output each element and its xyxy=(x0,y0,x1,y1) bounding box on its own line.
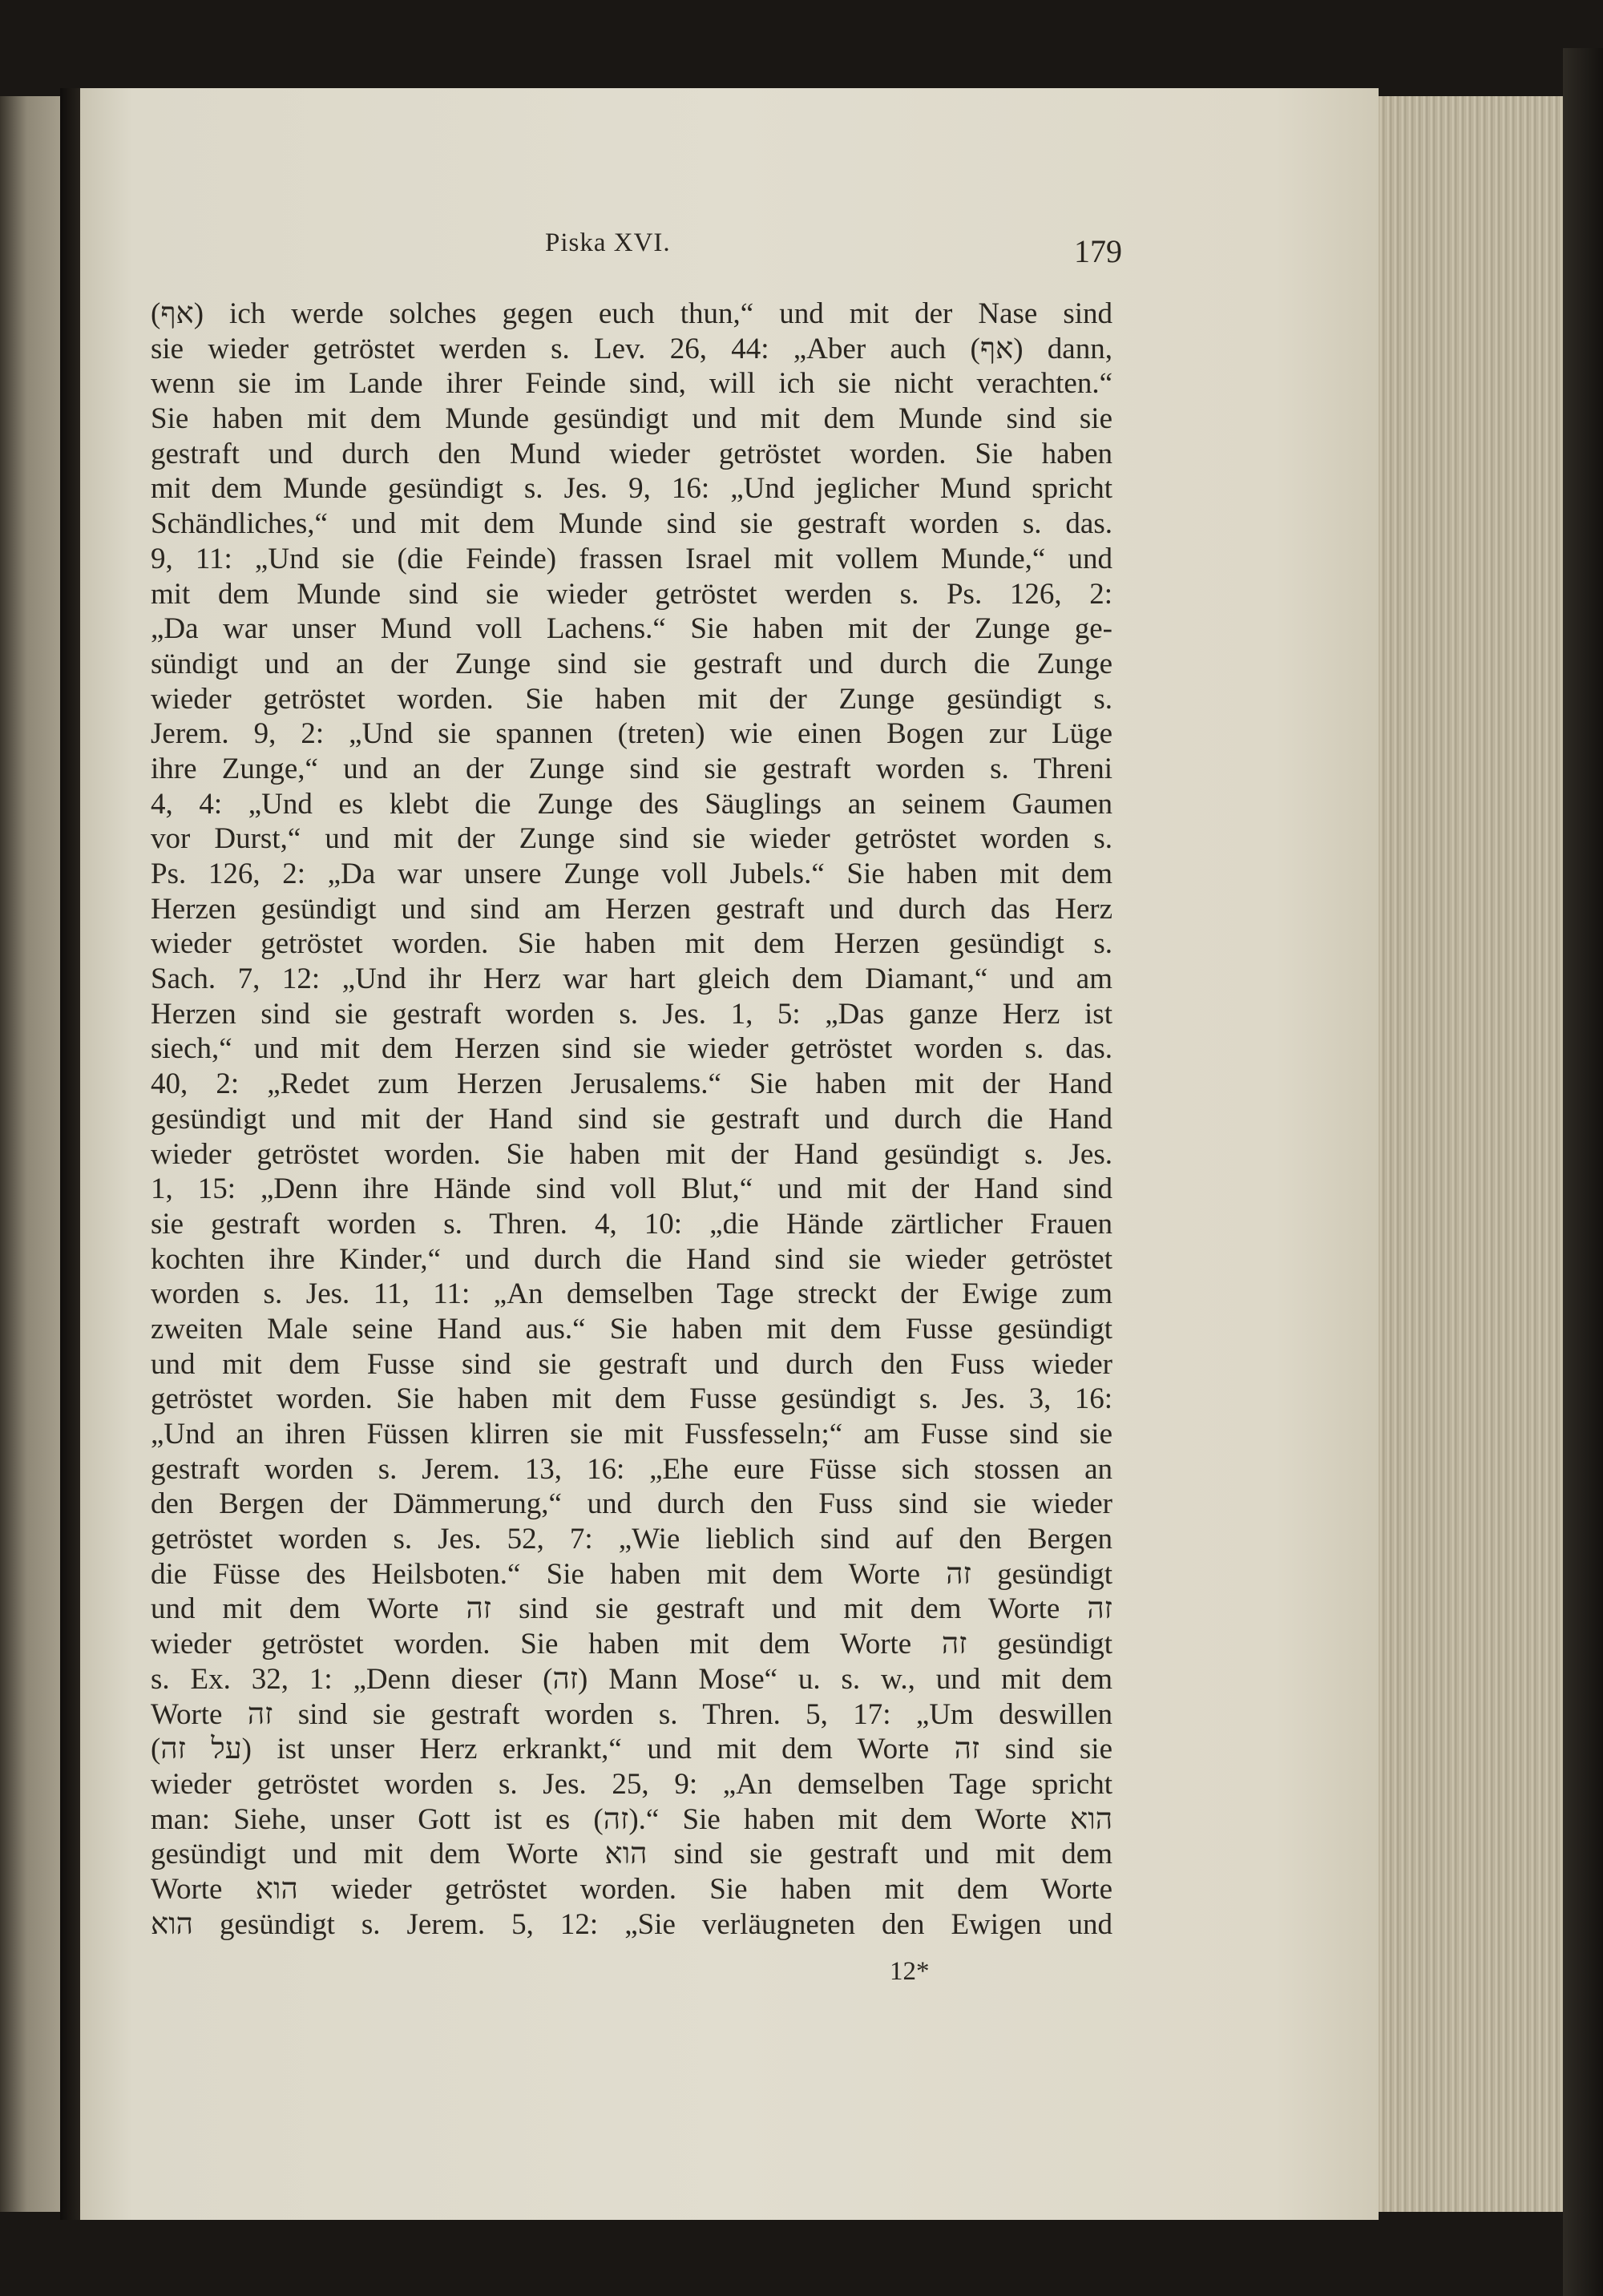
text-line: siech,“ und mit dem Herzen sind sie wieder getröstet worden s. das. xyxy=(151,1032,1112,1066)
text-line: kochten ihre Kinder,“ und durch die Hand sind sie wieder getröstet xyxy=(151,1242,1112,1276)
text-line: gesündigt und mit der Hand sind sie gestraft und durch die Hand xyxy=(151,1102,1112,1136)
text-line: wieder getröstet worden s. Jes. 25, 9: „An demselben Tage spricht xyxy=(151,1767,1112,1801)
text-line: (על זה) ist unser Herz erkrankt,“ und mit dem Worte זה sind sie xyxy=(151,1733,1112,1766)
text-line: gestraft worden s. Jerem. 13, 16: „Ehe eure Füsse sich stossen an xyxy=(151,1452,1112,1486)
text-line: und mit dem Worte זה sind sie gestraft und mit dem Worte זה xyxy=(151,1592,1112,1626)
text-line: getröstet worden s. Jes. 52, 7: „Wie lieblich sind auf den Bergen xyxy=(151,1523,1112,1556)
text-line: worden s. Jes. 11, 11: „An demselben Tage streckt der Ewige zum xyxy=(151,1277,1112,1311)
text-line: Jerem. 9, 2: „Und sie spannen (treten) wie einen Bogen zur Lüge xyxy=(151,717,1112,751)
page-stack-edge xyxy=(1379,96,1563,2212)
text-line: gestraft und durch den Mund wieder getröstet worden. Sie haben xyxy=(151,437,1112,470)
text-line: Sach. 7, 12: „Und ihr Herz war hart gleich dem Diamant,“ und am xyxy=(151,962,1112,996)
text-line: gesündigt und mit dem Worte הוא sind sie gestraft und mit dem xyxy=(151,1838,1112,1871)
text-line: getröstet worden. Sie haben mit dem Fusse gesündigt s. Jes. 3, 16: xyxy=(151,1382,1112,1416)
text-line: den Bergen der Dämmerung,“ und durch den Fuss sind sie wieder xyxy=(151,1487,1112,1521)
text-line: Ps. 126, 2: „Da war unsere Zunge voll Jubels.“ Sie haben mit dem xyxy=(151,857,1112,890)
book-cover-edge xyxy=(1563,48,1603,2296)
body-text xyxy=(151,297,1112,1942)
text-line: 40, 2: „Redet zum Herzen Jerusalems.“ Sie haben mit der Hand xyxy=(151,1067,1112,1101)
text-line: wieder getröstet worden. Sie haben mit der Zunge gesündigt s. xyxy=(151,682,1112,716)
text-line: sie wieder getröstet werden s. Lev. 26, 44: „Aber auch (אף) dann, xyxy=(151,332,1112,365)
text-line: ihre Zunge,“ und an der Zunge sind sie gestraft worden s. Threni xyxy=(151,752,1112,785)
text-line: mit dem Munde sind sie wieder getröstet werden s. Ps. 126, 2: xyxy=(151,577,1112,611)
text-line: הוא gesündigt s. Jerem. 5, 12: „Sie verläugneten den Ewigen und xyxy=(151,1907,1112,1941)
text-line: Herzen gesündigt und sind am Herzen gestraft und durch das Herz xyxy=(151,892,1112,926)
text-line: die Füsse des Heilsboten.“ Sie haben mit dem Worte זה gesündigt xyxy=(151,1557,1112,1591)
text-line: 1, 15: „Denn ihre Hände sind voll Blut,“ und mit der Hand sind xyxy=(151,1172,1112,1206)
text-line: (אף) ich werde solches gegen euch thun,“ und mit der Nase sind xyxy=(151,297,1112,330)
text-line: wieder getröstet worden. Sie haben mit dem Worte זה gesündigt xyxy=(151,1628,1113,1661)
text-line: man: Siehe, unser Gott ist es (זה).“ Sie haben mit dem Worte הוא xyxy=(151,1802,1112,1836)
text-line: und mit dem Fusse sind sie gestraft und durch den Fuss wieder xyxy=(151,1347,1112,1381)
text-line: 4, 4: „Und es klebt die Zunge des Säuglings an seinem Gaumen xyxy=(151,787,1112,821)
text-line: Worte זה sind sie gestraft worden s. Thren. 5, 17: „Um deswillen xyxy=(151,1697,1112,1731)
text-line: wieder getröstet worden. Sie haben mit dem Herzen gesündigt s. xyxy=(151,927,1112,961)
text-line: vor Durst,“ und mit der Zunge sind sie wieder getröstet worden s. xyxy=(151,822,1112,856)
text-line: 9, 11: „Und sie (die Feinde) frassen Israel mit vollem Munde,“ und xyxy=(151,542,1112,575)
left-page-edge xyxy=(0,96,60,2212)
text-line: s. Ex. 32, 1: „Denn dieser (זה) Mann Mose“ u. s. w., und mit dem xyxy=(151,1662,1112,1696)
running-head: Piska XVI. xyxy=(545,228,671,257)
text-line: Herzen sind sie gestraft worden s. Jes. 1, 5: „Das ganze Herz ist xyxy=(151,997,1112,1031)
text-line: Sie haben mit dem Munde gesündigt und mit dem Munde sind sie xyxy=(151,402,1112,436)
text-line: Worte הוא wieder getröstet worden. Sie haben mit dem Worte xyxy=(151,1872,1113,1906)
text-line: Schändliches,“ und mit dem Munde sind sie gestraft worden s. das. xyxy=(151,507,1112,541)
text-line: zweiten Male seine Hand aus.“ Sie haben mit dem Fusse gesündigt xyxy=(151,1312,1112,1346)
text-line: mit dem Munde gesündigt s. Jes. 9, 16: „Und jeglicher Mund spricht xyxy=(151,472,1112,506)
text-line: sündigt und an der Zunge sind sie gestraft und durch die Zunge xyxy=(151,647,1112,680)
text-line: „Da war unser Mund voll Lachens.“ Sie haben mit der Zunge ge- xyxy=(151,612,1112,646)
page-number: 179 xyxy=(1074,233,1122,269)
signature-mark: 12* xyxy=(890,1957,930,1986)
text-line: sie gestraft worden s. Thren. 4, 10: „die Hände zärtlicher Frauen xyxy=(151,1207,1112,1241)
text-line: wenn sie im Lande ihrer Feinde sind, will ich sie nicht verachten.“ xyxy=(151,367,1112,401)
text-line: wieder getröstet worden. Sie haben mit der Hand gesündigt s. Jes. xyxy=(151,1137,1112,1171)
text-line: „Und an ihren Füssen klirren sie mit Fussfesseln;“ am Fusse sind sie xyxy=(151,1418,1112,1451)
